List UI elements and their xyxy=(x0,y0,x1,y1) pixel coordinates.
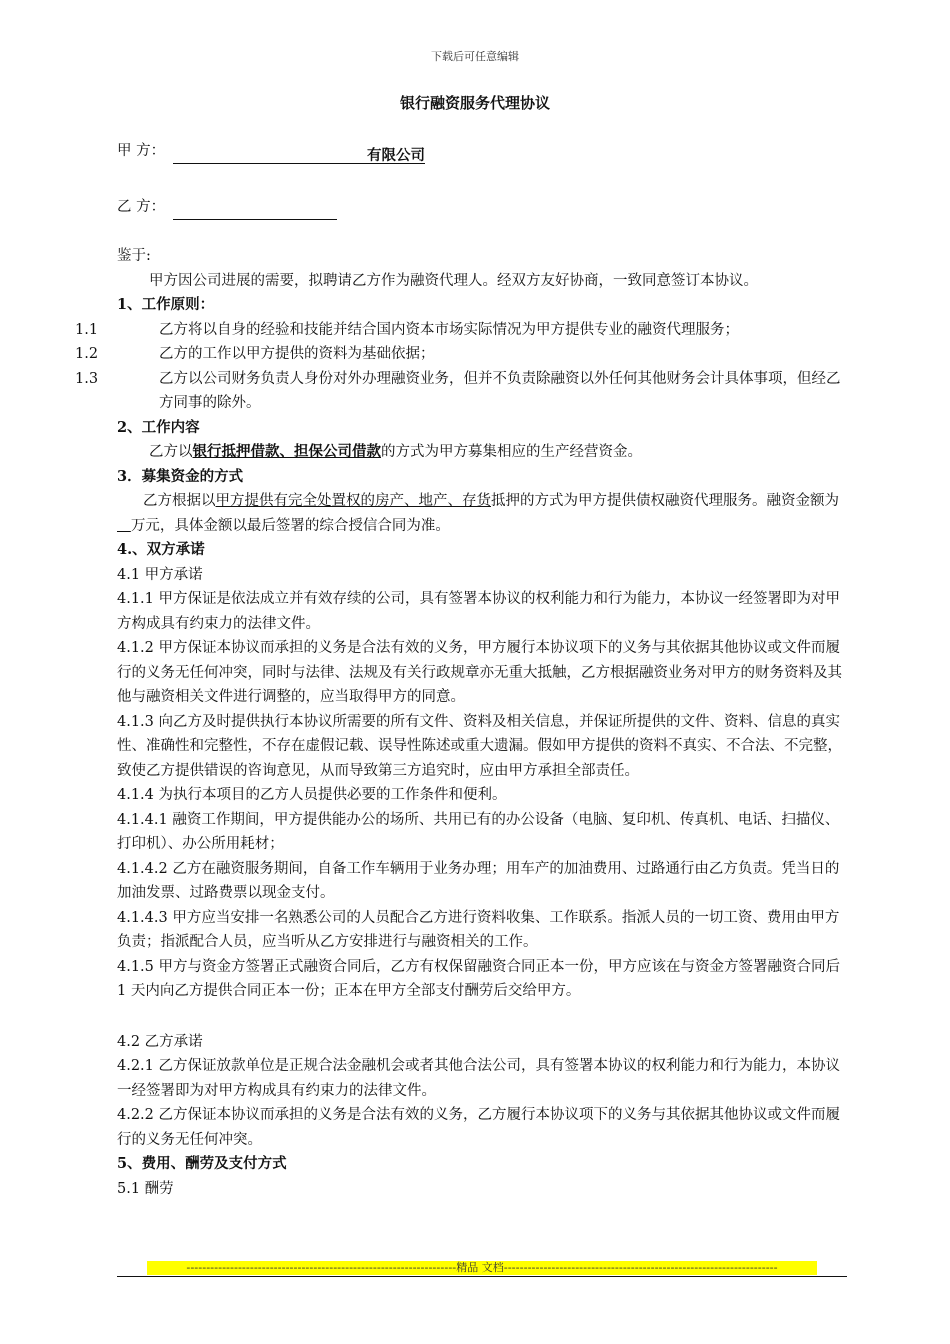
clause-1-2-text: 乙方的工作以甲方提供的资料为基础依据； xyxy=(159,346,435,362)
section-3-emphasis: 甲方提供有完全处置权的房产、地产、存货 xyxy=(215,493,491,509)
section-1-heading: 1、工作原则： xyxy=(117,296,215,313)
party-b-field[interactable] xyxy=(173,199,337,220)
section-2-pre: 乙方以 xyxy=(149,444,193,460)
section-3-text xyxy=(117,489,852,538)
section-3-post: 万元，具体金额以最后签署的综合授信合同为准。 xyxy=(130,517,450,534)
section-3-heading: 3．募集资金的方式 xyxy=(117,467,244,485)
clause-4-2-2: 4.2.2 乙方保证本协议而承担的义务是合法有效的义务，乙方履行本协议项下的义务与其依据其他协议或文件而履行的义务无任何冲突。 xyxy=(117,1107,840,1148)
section-3-mid: 抵押的方式为甲方提供债权融资代理服务。融资金额为 xyxy=(491,493,839,509)
section-5-heading: 5、费用、酬劳及支付方式 xyxy=(117,1155,287,1172)
document-title: 银行融资服务代理协议 xyxy=(399,94,550,112)
clause-1-2-num: 1.2 xyxy=(75,346,99,362)
clause-1-3 xyxy=(75,367,852,416)
header-note: 下载后可任意编辑 xyxy=(431,50,519,63)
clause-1-3-num: 1.3 xyxy=(75,370,99,387)
clause-4-2-1: 4.2.1 乙方保证放款单位是正规合法金融机会或者其他合法公司，具有签署本协议的权利能力和行为能力，本协议一经签署即为对甲方构成具有约束力的法律文件。 xyxy=(117,1058,840,1099)
footer-banner: --------------------------------------------------------------------精品 文档--------------------------------------------------------------------- xyxy=(147,1261,817,1275)
clause-4-1-1: 4.1.1 甲方保证是依法成立并有效存续的公司，具有签署本协议的权利能力和行为能力，本协议一经签署即为对甲方构成具有约束力的法律文件。 xyxy=(117,591,840,632)
section-3-pre: 乙方根据以 xyxy=(143,493,216,509)
party-a-line xyxy=(117,138,852,164)
clause-1-1 xyxy=(75,318,852,343)
document-body xyxy=(75,138,852,1201)
amount-blank[interactable] xyxy=(117,518,131,534)
clause-1-2 xyxy=(75,342,852,367)
section-2-emphasis: 银行抵押借款、担保公司借款 xyxy=(192,443,381,460)
whereas-text: 甲方因公司进展的需要，拟聘请乙方作为融资代理人。经双方友好协商，一致同意签订本协议。 xyxy=(149,272,758,289)
party-a-field[interactable] xyxy=(173,143,425,164)
clause-4-1-3: 4.1.3 向乙方及时提供执行本协议所需要的所有文件、资料及相关信息，并保证所提供的文件、资料、信息的真实性、准确性和完整性，不存在虚假记载、误导性陈述或重大遗漏。假如甲方提供的资料不真实、不合法、不完整，致使乙方提供错误的咨询意见，从而导致第三方追究时，应由甲方承担全部责任。 xyxy=(117,713,842,779)
section-4-heading: 4.、双方承诺 xyxy=(117,541,205,558)
party-a-suffix: 有限公司 xyxy=(367,147,425,164)
section-2-text xyxy=(117,440,852,465)
clause-1-1-text: 乙方将以自身的经验和技能并结合国内资本市场实际情况为甲方提供专业的融资代理服务； xyxy=(159,321,739,338)
clause-4-1-2: 4.1.2 甲方保证本协议而承担的义务是合法有效的义务，甲方履行本协议项下的义务与其依据其他协议或文件而履行的义务无任何冲突，同时与法律、法规及有关行政规章亦无重大抵触，乙方根据融资业务对甲方的财务资料及其他与融资相关文件进行调整的，应当取得甲方的同意。 xyxy=(117,640,842,705)
whereas-label: 鉴于: xyxy=(117,248,151,264)
clause-4-1-4-3: 4.1.4.3 甲方应当安排一名熟悉公司的人员配合乙方进行资料收集、工作联系。指派人员的一切工资、费用由甲方负责；指派配合人员，应当听从乙方安排进行与融资相关的工作。 xyxy=(117,909,840,950)
clause-4-1-5: 4.1.5 甲方与资金方签署正式融资合同后，乙方有权保留融资合同正本一份，甲方应该在与资金方签署融资合同后 1 天内向乙方提供合同正本一份；正本在甲方全部支付酬劳后交给甲方。 xyxy=(117,958,840,999)
party-b-label: 乙 方： xyxy=(117,199,166,215)
clause-4-1-4-2: 4.1.4.2 乙方在融资服务期间，自备工作车辆用于业务办理；用车产的加油费用、过路通行由乙方负责。凭当日的加油发票、过路费票以现金支付。 xyxy=(117,860,840,901)
party-a-label: 甲 方： xyxy=(117,143,166,159)
section-4-2-heading: 4.2 乙方承诺 xyxy=(117,1033,203,1050)
section-4-1-heading: 4.1 甲方承诺 xyxy=(117,566,203,583)
footer-rule xyxy=(117,1276,847,1277)
clause-4-1-4-1: 4.1.4.1 融资工作期间，甲方提供能办公的场所、共用已有的办公设备（电脑、复印机、传真机、电话、扫描仪、打印机）、办公所用耗材； xyxy=(117,811,840,852)
clause-4-1-4: 4.1.4 为执行本项目的乙方人员提供必要的工作条件和便利。 xyxy=(117,787,507,803)
party-b-line xyxy=(117,194,852,220)
clause-1-3-text: 乙方以公司财务负责人身份对外办理融资业务，但并不负责除融资以外任何其他财务会计具体事项，但经乙方同事的除外。 xyxy=(159,370,841,411)
section-2-heading: 2、工作内容 xyxy=(117,418,200,436)
section-2-post: 的方式为甲方募集相应的生产经营资金。 xyxy=(381,444,642,460)
section-5-1-heading: 5.1 酬劳 xyxy=(117,1180,174,1197)
clause-1-1-num: 1.1 xyxy=(75,321,99,338)
